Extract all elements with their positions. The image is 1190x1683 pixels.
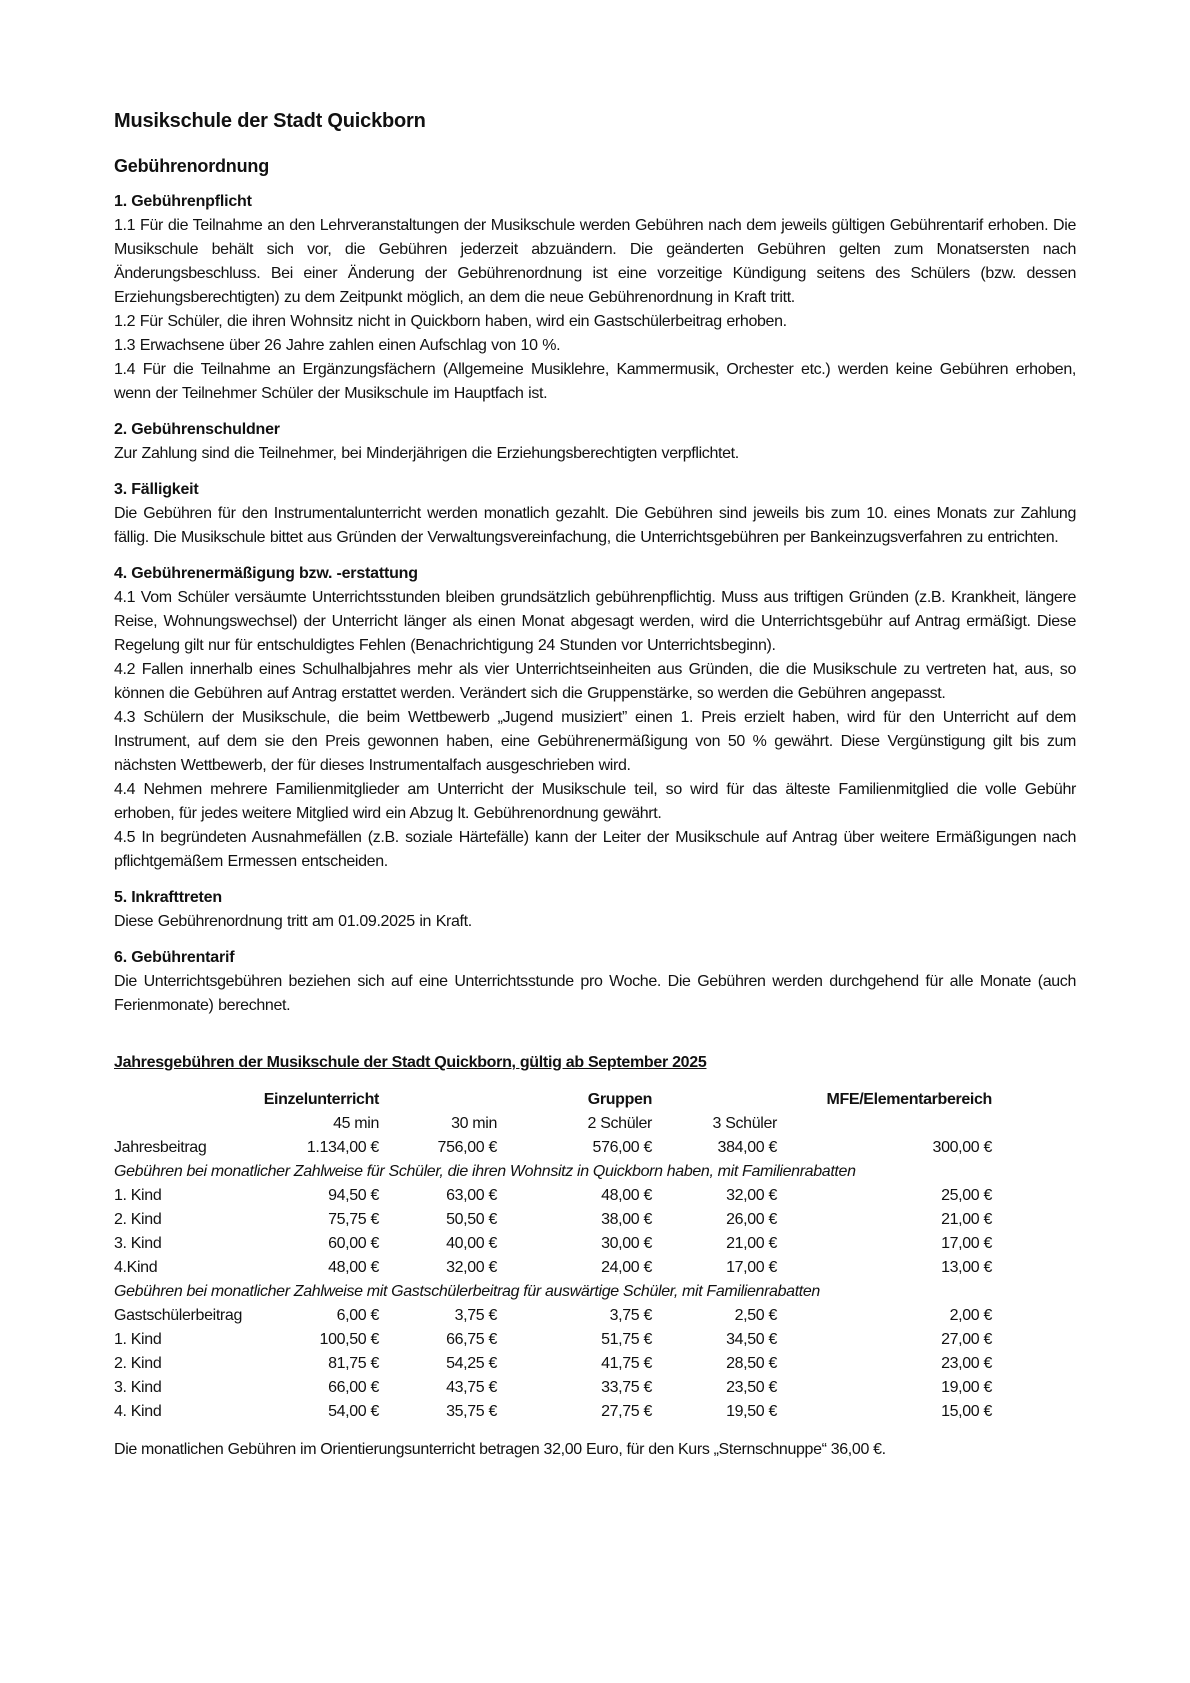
- fee-cell: 66,00 €: [328, 1379, 379, 1396]
- section-heading: 1. Gebührenpflicht: [114, 193, 252, 210]
- fee-cell: 24,00 €: [601, 1259, 652, 1276]
- paragraph-1-3: 1.3 Erwachsene über 26 Jahre zahlen einen Aufschlag von 10 %.: [114, 337, 561, 354]
- fee-cell: 34,50 €: [726, 1331, 777, 1348]
- fee-cell: 756,00 €: [437, 1139, 497, 1156]
- section-gebuehrentarif: [114, 946, 1076, 1018]
- fee-cell: 48,00 €: [601, 1187, 652, 1204]
- fee-cell: [777, 1112, 992, 1136]
- fee-cell: 48,00 €: [328, 1259, 379, 1276]
- fee-cell: [652, 1088, 777, 1112]
- row-label: Jahresbeitrag: [114, 1139, 207, 1156]
- section-heading: 5. Inkrafttreten: [114, 889, 222, 906]
- table-note-resident: [114, 1160, 992, 1184]
- fee-cell: MFE/Elementarbereich: [826, 1091, 992, 1108]
- fee-cell: 19,00 €: [941, 1379, 992, 1396]
- row-label: 2. Kind: [114, 1211, 162, 1228]
- section-inkrafttreten: [114, 886, 1076, 934]
- section-gebuehrenpflicht: [114, 190, 1076, 406]
- row-label: 3. Kind: [114, 1235, 162, 1252]
- fee-cell: 27,75 €: [601, 1403, 652, 1420]
- fee-cell: 38,00 €: [601, 1211, 652, 1228]
- fee-cell: 300,00 €: [932, 1139, 992, 1156]
- paragraph-4-3: 4.3 Schülern der Musikschule, die beim Wettbewerb „Jugend musiziert” einen 1. Preis erzielt haben, wird für den Unterricht auf dem Instrument, auf dem sie den Preis gewonnen haben, eine Gebührenermäßigung von 50 % gewährt. Diese Vergünstigung gilt bis zum nächsten Wettbewerb, der für dieses Instrumentalfach ausgeschrieben wird.: [114, 709, 1076, 774]
- paragraph-4-1: 4.1 Vom Schüler versäumte Unterrichtsstunden bleiben grundsätzlich gebührenpflichtig. Muss aus triftigen Gründen (z.B. Krankheit, längere Reise, Wohnungswechsel) der Unterricht länger als einen Monat abgesagt werden, wird die Unterrichtsgebühr auf Antrag ermäßigt. Diese Regelung gilt nur für entschuldigtes Fehlen (Benachrichtigung 24 Stunden vor Unterrichtsbeginn).: [114, 589, 1076, 654]
- table-note: Gebühren bei monatlicher Zahlweise für Schüler, die ihren Wohnsitz in Quickborn haben, mit Familienrabatten: [114, 1163, 856, 1180]
- fee-cell: 3 Schüler: [712, 1115, 777, 1132]
- section-gebuehrenermaessigung: [114, 562, 1076, 874]
- paragraph: Zur Zahlung sind die Teilnehmer, bei Minderjährigen die Erziehungsberechtigten verpflichtet.: [114, 445, 739, 462]
- paragraph-4-4: 4.4 Nehmen mehrere Familienmitglieder am Unterricht der Musikschule teil, so wird für das älteste Familienmitglied die volle Gebühr erhoben, für jedes weitere Mitglied wird ein Abzug lt. Gebührenordnung gewährt.: [114, 781, 1076, 822]
- fee-cell: 25,00 €: [941, 1187, 992, 1204]
- document-subtitle: Gebührenordnung: [114, 156, 269, 176]
- fee-cell: 23,50 €: [726, 1379, 777, 1396]
- fee-cell: 41,75 €: [601, 1355, 652, 1372]
- row-label: 4. Kind: [114, 1403, 162, 1420]
- fee-cell: 30 min: [451, 1115, 497, 1132]
- fee-cell: 576,00 €: [592, 1139, 652, 1156]
- row-label: [114, 1112, 242, 1136]
- fee-cell: 60,00 €: [328, 1235, 379, 1252]
- fee-cell: 54,25 €: [446, 1355, 497, 1372]
- fee-cell: 1.134,00 €: [306, 1139, 379, 1156]
- table-row: [114, 1232, 992, 1256]
- row-label: 3. Kind: [114, 1379, 162, 1396]
- fee-cell: 2,00 €: [949, 1307, 992, 1324]
- paragraph: Die Gebühren für den Instrumentalunterricht werden monatlich gezahlt. Die Gebühren sind jeweils bis zum 10. eines Monats zur Zahlung fällig. Die Musikschule bittet aus Gründen der Verwaltungsvereinfachung, die Unterrichtsgebühren per Bankeinzugsverfahren zu entrichten.: [114, 505, 1076, 546]
- fee-cell: [379, 1088, 497, 1112]
- table-row: [114, 1400, 992, 1424]
- section-heading: 4. Gebührenermäßigung bzw. -erstattung: [114, 565, 418, 582]
- fee-cell: 3,75 €: [609, 1307, 652, 1324]
- fee-cell: 45 min: [333, 1115, 379, 1132]
- fee-cell: 32,00 €: [446, 1259, 497, 1276]
- fee-cell: 23,00 €: [941, 1355, 992, 1372]
- fee-cell: 100,50 €: [319, 1331, 379, 1348]
- section-heading: 2. Gebührenschuldner: [114, 421, 280, 438]
- fee-cell: 19,50 €: [726, 1403, 777, 1420]
- row-label: 2. Kind: [114, 1355, 162, 1372]
- section-faelligkeit: [114, 478, 1076, 550]
- table-row: [114, 1352, 992, 1376]
- paragraph-1-2: 1.2 Für Schüler, die ihren Wohnsitz nicht in Quickborn haben, wird ein Gastschülerbeitrag erhoben.: [114, 313, 787, 330]
- table-note-guest: [114, 1280, 992, 1304]
- table-row: [114, 1208, 992, 1232]
- fee-cell: 81,75 €: [328, 1355, 379, 1372]
- fee-cell: 66,75 €: [446, 1331, 497, 1348]
- row-label: 1. Kind: [114, 1331, 162, 1348]
- document-page: [114, 108, 1076, 1462]
- fee-cell: 13,00 €: [941, 1259, 992, 1276]
- table-group-header-row: [114, 1088, 992, 1112]
- fee-cell: 54,00 €: [328, 1403, 379, 1420]
- fee-cell: 21,00 €: [726, 1235, 777, 1252]
- fee-cell: 50,50 €: [446, 1211, 497, 1228]
- table-row: [114, 1256, 992, 1280]
- footer-note: Die monatlichen Gebühren im Orientierungsunterricht betragen 32,00 Euro, für den Kurs „Sternschnuppe“ 36,00 €.: [114, 1441, 886, 1458]
- table-row: [114, 1376, 992, 1400]
- fee-cell: 27,00 €: [941, 1331, 992, 1348]
- table-row: [114, 1184, 992, 1208]
- fee-cell: 32,00 €: [726, 1187, 777, 1204]
- document-title: Musikschule der Stadt Quickborn: [114, 110, 426, 132]
- section-heading: 3. Fälligkeit: [114, 481, 199, 498]
- fee-cell: 17,00 €: [941, 1235, 992, 1252]
- fee-cell: 43,75 €: [446, 1379, 497, 1396]
- section-gebuehrenschuldner: [114, 418, 1076, 466]
- fee-cell: 3,75 €: [454, 1307, 497, 1324]
- fee-table: [114, 1088, 992, 1424]
- spacer: [114, 1030, 1076, 1052]
- row-label: 4.Kind: [114, 1259, 158, 1276]
- fee-cell: 40,00 €: [446, 1235, 497, 1252]
- fee-cell: Einzelunterricht: [263, 1091, 379, 1108]
- table-column-header-row: [114, 1112, 992, 1136]
- fee-cell: 26,00 €: [726, 1211, 777, 1228]
- paragraph-1-1: 1.1 Für die Teilnahme an den Lehrveranstaltungen der Musikschule werden Gebühren nach dem jeweils gültigen Gebührentarif erhoben. Die Musikschule behält sich vor, die Gebühren jederzeit abzuändern. Die geänderten Gebühren gelten zum Monatsersten nach Änderungsbeschluss. Bei einer Änderung der Gebührenordnung ist eine vorzeitige Kündigung seitens des Schülers (bzw. dessen Erziehungsberechtigten) zu dem Zeitpunkt möglich, an dem die neue Gebührenordnung in Kraft tritt.: [114, 217, 1076, 306]
- paragraph: Die Unterrichtsgebühren beziehen sich auf eine Unterrichtsstunde pro Woche. Die Gebühren werden durchgehend für alle Monate (auch Ferienmonate) berechnet.: [114, 973, 1076, 1014]
- paragraph-4-5: 4.5 In begründeten Ausnahmefällen (z.B. soziale Härtefälle) kann der Leiter der Musikschule auf Antrag über weitere Ermäßigungen nach pflichtgemäßem Ermessen entscheiden.: [114, 829, 1076, 870]
- fee-cell: 33,75 €: [601, 1379, 652, 1396]
- row-label: 1. Kind: [114, 1187, 162, 1204]
- table-row: [114, 1328, 992, 1352]
- fee-cell: 35,75 €: [446, 1403, 497, 1420]
- fee-cell: 21,00 €: [941, 1211, 992, 1228]
- fee-cell: 2 Schüler: [587, 1115, 652, 1132]
- paragraph: Diese Gebührenordnung tritt am 01.09.2025 in Kraft.: [114, 913, 472, 930]
- fee-table-title: Jahresgebühren der Musikschule der Stadt Quickborn, gültig ab September 2025: [114, 1054, 707, 1071]
- fee-cell: 75,75 €: [328, 1211, 379, 1228]
- row-label: Gastschülerbeitrag: [114, 1307, 242, 1324]
- fee-cell: 94,50 €: [328, 1187, 379, 1204]
- fee-cell: 28,50 €: [726, 1355, 777, 1372]
- fee-cell: 15,00 €: [941, 1403, 992, 1420]
- table-row: [114, 1304, 992, 1328]
- fee-cell: 384,00 €: [717, 1139, 777, 1156]
- row-label: [114, 1088, 242, 1112]
- paragraph-1-4: 1.4 Für die Teilnahme an Ergänzungsfächern (Allgemeine Musiklehre, Kammermusik, Orchester etc.) werden keine Gebühren erhoben, wenn der Teilnehmer Schüler der Musikschule im Hauptfach ist.: [114, 361, 1076, 402]
- fee-cell: 6,00 €: [336, 1307, 379, 1324]
- fee-cell: Gruppen: [587, 1091, 652, 1108]
- fee-cell: 30,00 €: [601, 1235, 652, 1252]
- table-row-annual: [114, 1136, 992, 1160]
- fee-cell: 51,75 €: [601, 1331, 652, 1348]
- paragraph-4-2: 4.2 Fallen innerhalb eines Schulhalbjahres mehr als vier Unterrichtseinheiten aus Gründen, die die Musikschule zu vertreten hat, aus, so können die Gebühren auf Antrag erstattet werden. Verändert sich die Gruppenstärke, so werden die Gebühren angepasst.: [114, 661, 1076, 702]
- table-note: Gebühren bei monatlicher Zahlweise mit Gastschülerbeitrag für auswärtige Schüler, mit Familienrabatten: [114, 1283, 820, 1300]
- fee-cell: 2,50 €: [734, 1307, 777, 1324]
- section-heading: 6. Gebührentarif: [114, 949, 235, 966]
- fee-cell: 63,00 €: [446, 1187, 497, 1204]
- fee-cell: 17,00 €: [726, 1259, 777, 1276]
